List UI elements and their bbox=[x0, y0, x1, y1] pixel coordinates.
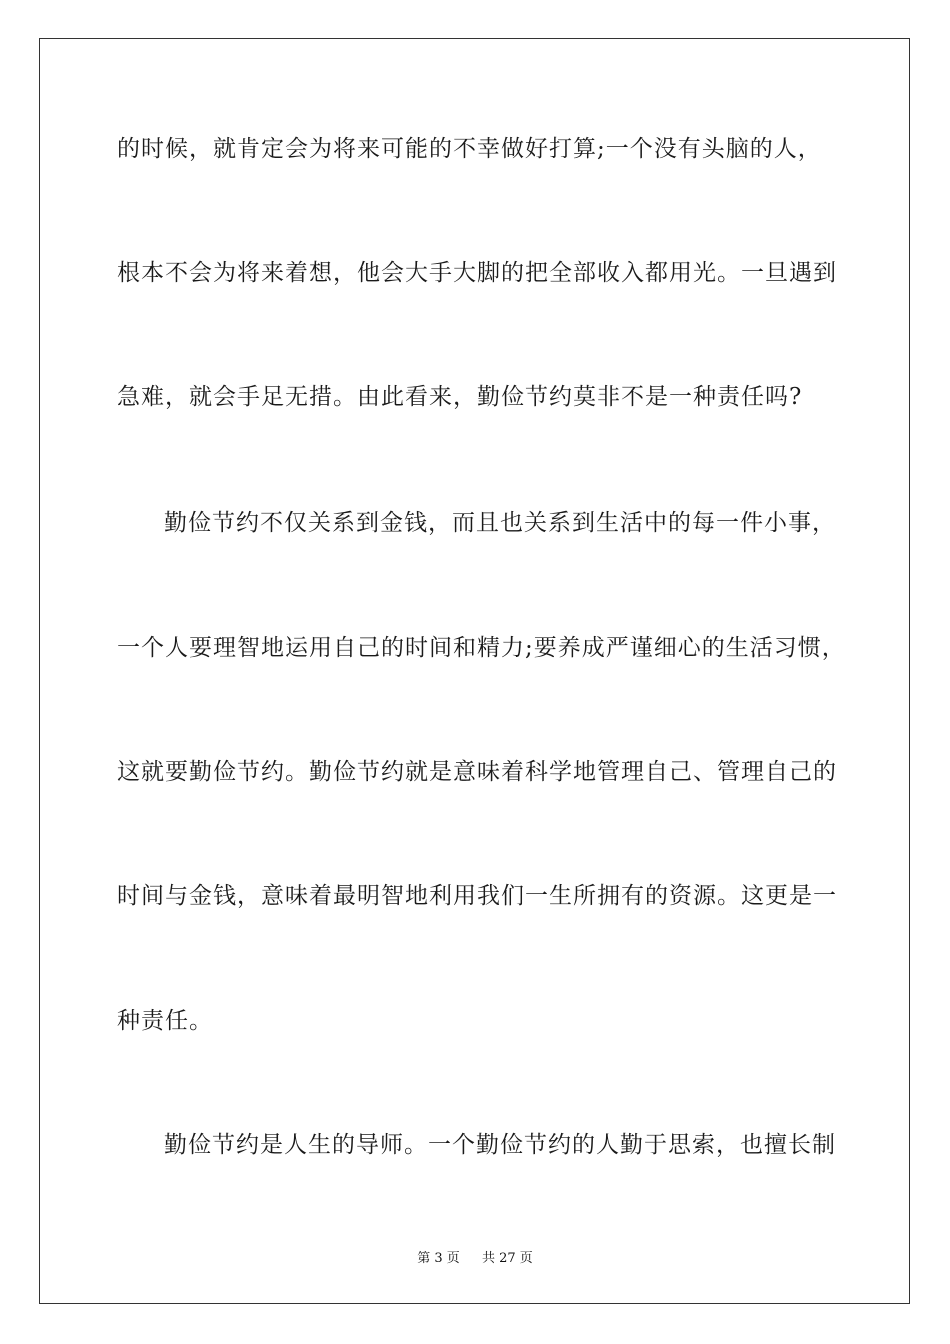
page-number: 第 3 页 bbox=[417, 1251, 460, 1266]
text-line: 这就要勤俭节约。勤俭节约就是意味着科学地管理自己、管理自己的 bbox=[117, 759, 837, 785]
text-line: 种责任。 bbox=[117, 1008, 213, 1034]
text-line: 时间与金钱，意味着最明智地利用我们一生所拥有的资源。这更是一 bbox=[117, 883, 837, 909]
text-line: 根本不会为将来着想，他会大手大脚的把全部收入都用光。一旦遇到 bbox=[117, 260, 837, 286]
text-line: 一个人要理智地运用自己的时间和精力;要养成严谨细心的生活习惯， bbox=[117, 635, 846, 661]
text-line: 的时候，就肯定会为将来可能的不幸做好打算;一个没有头脑的人， bbox=[117, 136, 822, 162]
paragraph-first-line: 勤俭节约不仅关系到金钱，而且也关系到生活中的每一件小事， bbox=[164, 510, 836, 536]
page-footer bbox=[0, 1247, 950, 1266]
page-frame bbox=[39, 38, 910, 1304]
page-total: 共 27 页 bbox=[481, 1251, 533, 1266]
text-line: 急难，就会手足无措。由此看来，勤俭节约莫非不是一种责任吗? bbox=[117, 384, 803, 410]
paragraph-first-line: 勤俭节约是人生的导师。一个勤俭节约的人勤于思索，也擅长制 bbox=[164, 1132, 836, 1158]
